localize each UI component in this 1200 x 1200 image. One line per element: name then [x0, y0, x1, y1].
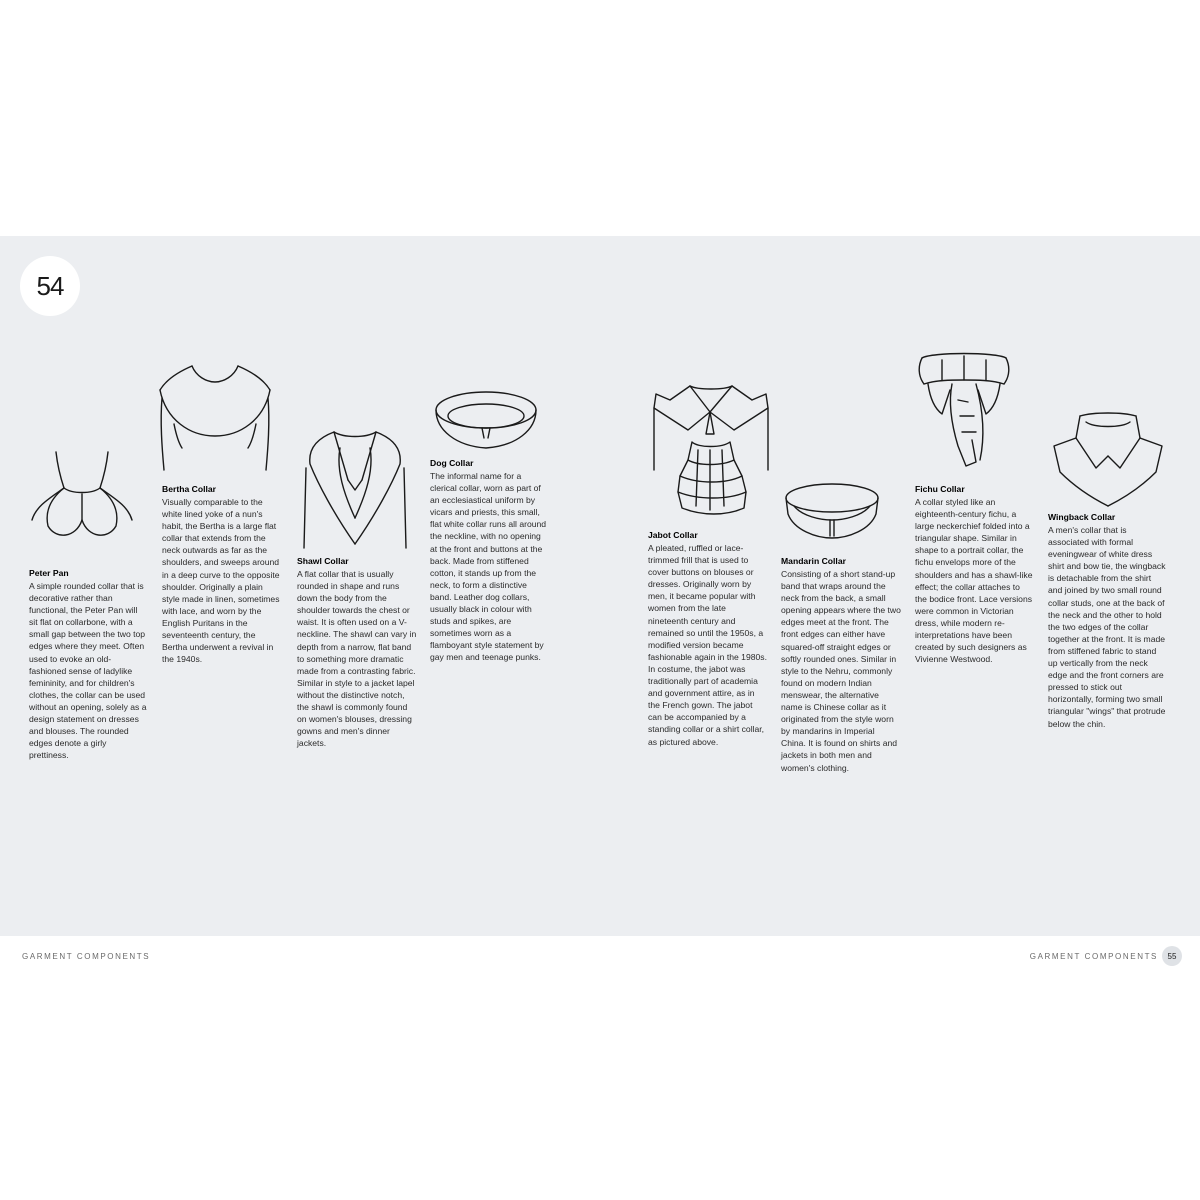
bertha-collar-icon: [152, 362, 278, 474]
entry-title: Dog Collar: [430, 458, 474, 468]
mandarin-collar-icon: [780, 476, 884, 546]
entry-title: Bertha Collar: [162, 484, 216, 494]
shawl-collar-icon: [300, 424, 410, 550]
page-number-right: 55: [1162, 946, 1182, 966]
entry-text: Visually comparable to the white lined yoke of a nun's habit, the Bertha is a large flat collar that extends from the neck outwards as far as the shoulders, and sweeps around in a deep curve to the opposite shoulder. Originally a plain style made in linen, sometimes with lace, and worn by the English Puritans in the seventeenth century, the Bertha underwent a revival in the 1940s.: [162, 497, 280, 665]
entry-shawl: [297, 555, 417, 749]
peter-pan-collar-icon: [28, 448, 136, 548]
wingback-collar-icon: [1050, 410, 1166, 508]
entry-text: A collar styled like an eighteenth-century fichu, a large neckerchief folded into a triangular shape. Similar in shape to a portrait collar, the fichu envelops more of the shoulders and has a shawl-like effect; the collar attaches to the bodice front. Lace versions were common in Victorian dress, while modern re-interpretations have been created by such designers as Vivienne Westwood.: [915, 497, 1033, 665]
entry-title: Jabot Collar: [648, 530, 698, 540]
entry-mandarin: [781, 555, 901, 774]
entry-text: The informal name for a clerical collar, worn as part of an ecclesiastical uniform by vicars and priests, this small, flat white collar runs all around the neckline, with no opening at the front and buttons at the back. Made from stiffened cotton, it stands up from the neck, to form a distinctive band. Leather dog collars, usually black in colour with studs and spikes, are sometimes worn as a flamboyant style statement by gay men and teenage punks.: [430, 471, 547, 663]
entry-fichu: [915, 483, 1033, 665]
entry-title: Peter Pan: [29, 568, 69, 578]
entry-bertha: [162, 483, 280, 665]
entry-title: Mandarin Collar: [781, 556, 846, 566]
entry-title: Shawl Collar: [297, 556, 349, 566]
entry-title: Wingback Collar: [1048, 512, 1116, 522]
dog-collar-icon: [432, 386, 540, 458]
footer-section-title-right: GARMENT COMPONENTS: [1029, 952, 1158, 961]
entry-text: A flat collar that is usually rounded in shape and runs down the body from the shoulder towards the chest or waist. It is often used on a V-neckline. The shawl can vary in depth from a narrow, flat band to something more dramatic made from a contrasting fabric. Similar in style to a jacket lapel without the distinctive notch, the shawl is commonly found on women's blouses, dressing gowns and men's dinner jackets.: [297, 569, 417, 749]
jabot-collar-icon: [648, 380, 774, 530]
entry-title: Fichu Collar: [915, 484, 965, 494]
page-number-left: 54: [20, 256, 80, 316]
entry-dog: [430, 457, 548, 664]
footer-section-title-left: GARMENT COMPONENTS: [22, 952, 151, 961]
entry-jabot: [648, 529, 768, 748]
entry-text: Consisting of a short stand-up band that wraps around the neck from the back, a small opening appears where the two edges meet at the front. The front edges can either have squared-off straight edges or softly rounded ones. Similar in style to the Nehru, commonly found on modern Indian menswear, the alternative name is Chinese collar as it originated from the style worn by mandarins in Imperial China. It is found on shirts and jackets in both men and women's clothing.: [781, 569, 901, 773]
entry-peter-pan: [29, 567, 147, 761]
entry-text: A men's collar that is associated with formal eveningwear of white dress shirt and bow tie, the wingback is detachable from the shirt and joined by two small round collar studs, one at the back of the neck and the other to hold the two edges of the collar together at the front. It is made from stiffened fabric to stand up vertically from the neck edge and the front corners are pressed to stick out horizontally, forming two small triangular "wings" that protrude below the chin.: [1048, 525, 1166, 729]
fichu-collar-icon: [912, 350, 1016, 474]
entry-text: A pleated, ruffled or lace-trimmed frill that is used to cover buttons on blouses or dresses. Originally worn by men, it became popular with women from the late nineteenth century and remained so until the 1950s, a modified version became fashionable again in the 1980s. In costume, the jabot was traditionally part of academia and government attire, as in the French gown. The jabot can be accompanied by a standing collar or a shirt collar, as pictured above.: [648, 543, 767, 747]
entry-text: A simple rounded collar that is decorative rather than functional, the Peter Pan will sit flat on collarbone, with a small gap between the two top edges where they meet. Often used to evoke an old-fashioned sense of ladylike femininity, and for children's clothes, the collar can be used without an opening, solely as a design statement on dresses and blouses. The rounded edges denote a girly prettiness.: [29, 581, 147, 761]
entry-wingback: [1048, 511, 1166, 730]
